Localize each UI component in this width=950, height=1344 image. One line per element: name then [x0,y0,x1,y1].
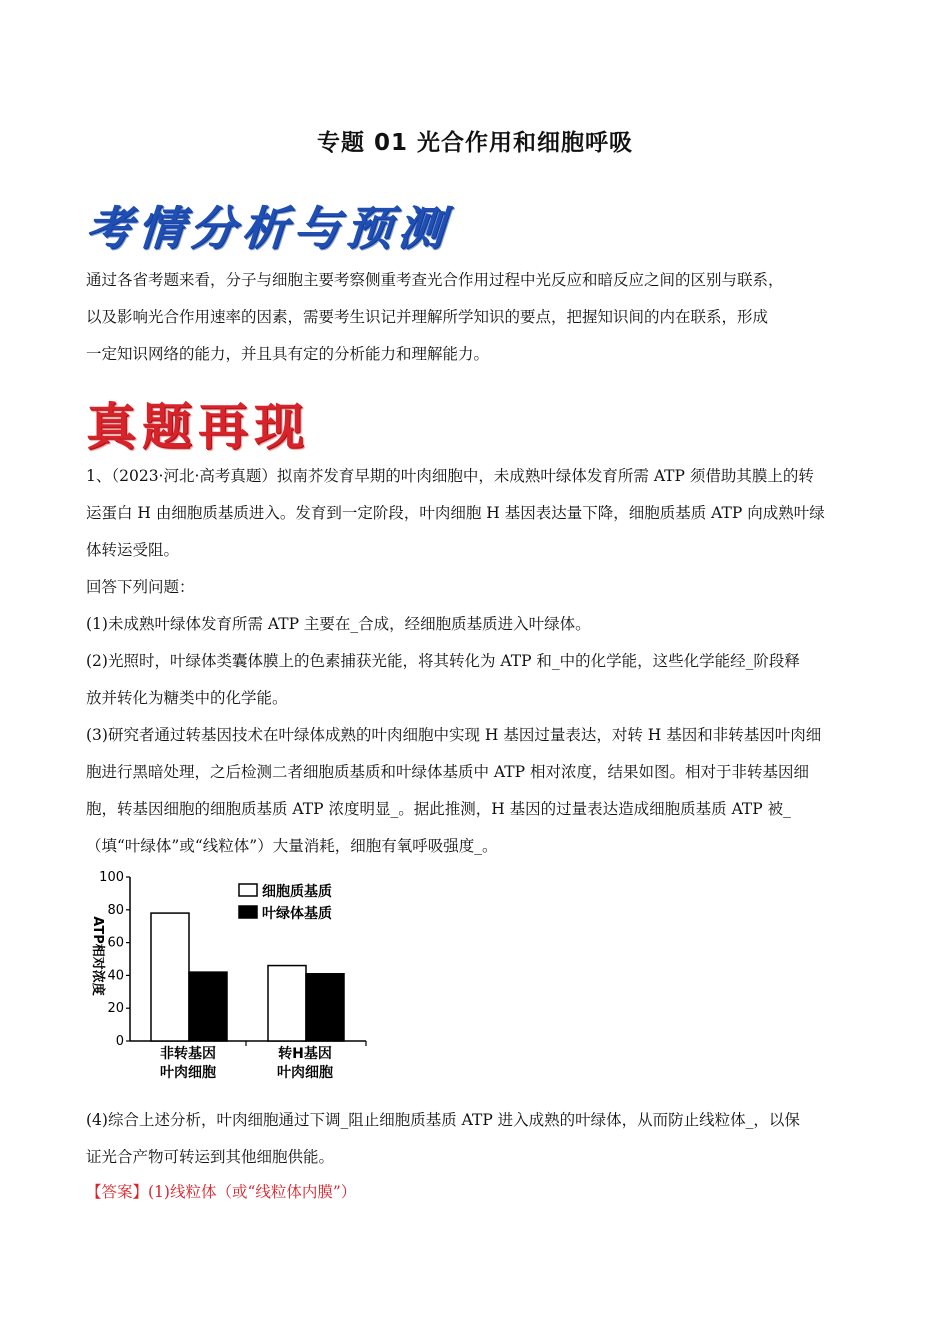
legend-swatch-cytoplasm [239,884,257,896]
question-line: 放并转化为糖类中的化学能。 [86,689,288,707]
bar-chloroplast [189,972,227,1041]
y-tick-label: 100 [99,870,124,885]
question-line: 1、（2023·河北·高考真题）拟南芥发育早期的叶肉细胞中，未成熟叶绿体发育所需 ATP 须借助其膜上的转 [86,467,814,485]
analysis-banner: 考情分析与预测 [83,201,452,255]
bar-cytoplasm [268,966,306,1041]
question-line: 胞，转基因细胞的细胞质基质 ATP 浓度明显_。据此推测，H 基因的过量表达造成细胞质基质 ATP 被_ [86,800,791,818]
question-line: 体转运受阻。 [86,541,180,559]
question-line: (1)未成熟叶绿体发育所需 ATP 主要在_合成，经细胞质基质进入叶绿体。 [86,615,591,633]
bar-cytoplasm [151,913,189,1041]
analysis-line: 一定知识网络的能力，并且具有定的分析能力和理解能力。 [86,345,490,363]
x-label-nontransgenic-line1: 非转基因 [160,1046,216,1062]
y-axis-label: ATP相对浓度 [90,916,105,996]
bar-chloroplast [306,974,344,1041]
analysis-line: 通过各省考题来看，分子与细胞主要考察侧重考查光合作用过程中光反应和暗反应之间的区别与联系， [86,271,784,289]
question-line: （填“叶绿体”或“线粒体”）大量消耗，细胞有氧呼吸强度_。 [86,837,498,855]
x-label-nontransgenic-line2: 叶肉细胞 [160,1065,216,1081]
real-questions-banner: 真题再现 [86,398,310,456]
analysis-line: 以及影响光合作用速率的因素，需要考生识记并理解所学知识的要点，把握知识间的内在联系，形成 [86,308,769,326]
y-tick-label: 80 [107,902,124,918]
y-tick-label: 60 [107,935,124,951]
question-line: 运蛋白 H 由细胞质基质进入。发育到一定阶段，叶肉细胞 H 基因表达量下降，细胞质基质 ATP 向成熟叶绿 [86,504,825,522]
question-body [86,458,886,865]
question-line: 胞进行黑暗处理，之后检测二者细胞质基质和叶绿体基质中 ATP 相对浓度，结果如图。相对于非转基因细 [86,763,809,781]
question-line: 证光合产物可转运到其他细胞供能。 [86,1148,335,1166]
x-label-transgenic-line1: 转H基因 [278,1046,332,1062]
analysis-paragraph [86,262,886,373]
question-part4 [86,1102,886,1176]
answer-text: 【答案】(1)线粒体（或“线粒体内膜”） [86,1183,357,1201]
question-line: (4)综合上述分析，叶肉细胞通过下调_阻止细胞质基质 ATP 进入成熟的叶绿体，从而防止线粒体_，以保 [86,1111,800,1129]
x-label-transgenic-line2: 叶肉细胞 [277,1065,333,1081]
y-tick-label: 0 [115,1034,124,1049]
question-line: 回答下列问题： [86,578,195,596]
page-title: 专题 01 光合作用和细胞呼吸 [316,130,634,156]
legend-label-chloroplast: 叶绿体基质 [262,906,332,922]
question-line: (3)研究者通过转基因技术在叶绿体成熟的叶肉细胞中实现 H 基因过量表达，对转 H 基因和非转基因叶肉细 [86,726,822,744]
question-line: (2)光照时，叶绿体类囊体膜上的色素捕获光能，将其转化为 ATP 和_中的化学能，这些化学能经_阶段释 [86,652,800,670]
y-tick-label: 40 [107,968,124,984]
legend-label-cytoplasm: 细胞质基质 [262,884,332,900]
legend-swatch-chloroplast [239,906,257,918]
y-tick-label: 20 [107,1001,124,1017]
atp-bar-chart [86,862,386,1087]
